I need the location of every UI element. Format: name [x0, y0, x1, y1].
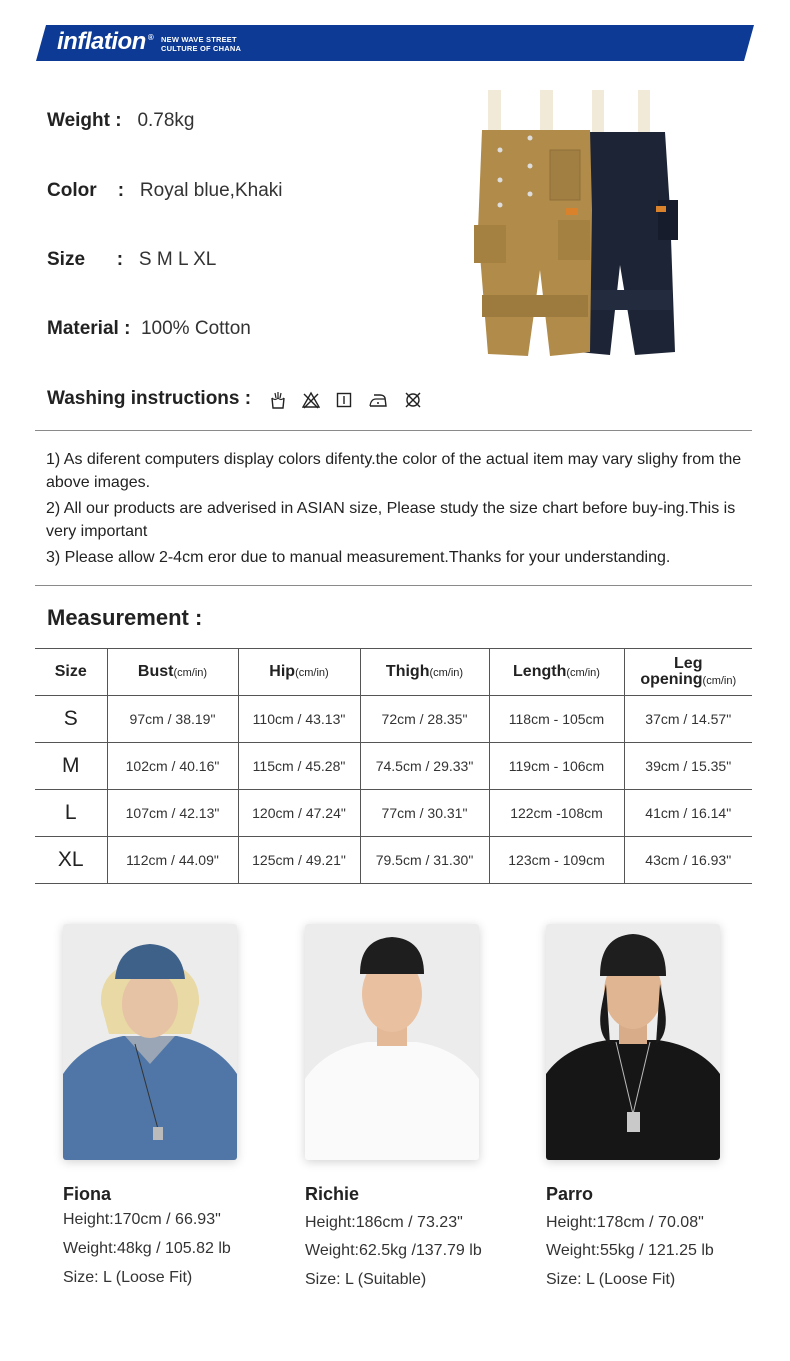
brand-banner — [36, 25, 754, 61]
product-overalls-image — [470, 90, 685, 360]
model-photo-richie — [305, 924, 479, 1160]
model-name: Richie — [305, 1184, 360, 1204]
brand-logo: inflation ® — [57, 28, 154, 55]
model-photo — [305, 924, 479, 1160]
model-size: Size: L (Suitable) — [305, 1271, 427, 1288]
cell-thigh: 79.5cm / 31.30" — [360, 837, 489, 884]
header-bust: Bust(cm/in) — [107, 649, 238, 696]
cell-size: L — [35, 790, 107, 837]
washing-icons — [270, 390, 422, 410]
tumble-dry-icon — [336, 390, 352, 410]
khaki-overalls — [474, 90, 592, 356]
note-3: 3) Please allow 2-4cm eror due to manual measurement.Thanks for your understanding. — [46, 549, 671, 566]
table-header-row — [35, 649, 752, 696]
cell-size: M — [35, 743, 107, 790]
spec-size: Size : S M L XL — [47, 249, 217, 270]
model-card-parro — [546, 924, 786, 1288]
model-weight: Weight:48kg / 105.82 lb — [63, 1240, 231, 1257]
model-card-richie — [305, 924, 545, 1288]
table-row — [35, 837, 752, 884]
measurement-title: Measurement : — [47, 605, 203, 630]
do-not-bleach-icon — [302, 390, 320, 410]
model-weight: Weight:55kg / 121.25 lb — [546, 1242, 714, 1259]
model-weight: Weight:62.5kg /137.79 lb — [305, 1242, 482, 1259]
model-name: Parro — [546, 1184, 594, 1204]
size-chart-table — [35, 648, 752, 884]
divider — [35, 430, 752, 431]
divider — [35, 585, 752, 586]
cell-length: 122cm -108cm — [489, 790, 624, 837]
model-height: Height:170cm / 66.93" — [63, 1211, 221, 1228]
spec-weight: Weight : 0.78kg — [47, 110, 195, 131]
model-photo — [63, 924, 237, 1160]
model-photo — [546, 924, 720, 1160]
hand-wash-icon — [270, 390, 286, 410]
model-card-fiona — [63, 924, 303, 1286]
cell-leg: 39cm / 15.35" — [624, 743, 752, 790]
table-row — [35, 743, 752, 790]
cell-leg: 41cm / 16.14" — [624, 790, 752, 837]
header-leg-opening: Leg opening(cm/in) — [624, 649, 752, 696]
cell-hip: 120cm / 47.24" — [238, 790, 360, 837]
cell-size: S — [35, 696, 107, 743]
cell-hip: 125cm / 49.21" — [238, 837, 360, 884]
navy-overalls — [578, 90, 678, 355]
cell-thigh: 74.5cm / 29.33" — [360, 743, 489, 790]
header-length: Length(cm/in) — [489, 649, 624, 696]
brand-tagline: NEW WAVE STREET CULTURE OF CHANA — [161, 35, 242, 53]
notes — [46, 448, 752, 572]
spec-material: Material : 100% Cotton — [47, 318, 251, 339]
cell-length: 118cm - 105cm — [489, 696, 624, 743]
cell-thigh: 72cm / 28.35" — [360, 696, 489, 743]
model-size: Size: L (Loose Fit) — [63, 1269, 193, 1286]
cell-bust: 97cm / 38.19" — [107, 696, 238, 743]
model-height: Height:186cm / 73.23" — [305, 1214, 463, 1231]
cell-bust: 112cm / 44.09" — [107, 837, 238, 884]
header-size: Size — [35, 649, 107, 696]
cell-leg: 43cm / 16.93" — [624, 837, 752, 884]
cell-thigh: 77cm / 30.31" — [360, 790, 489, 837]
cell-size: XL — [35, 837, 107, 884]
model-name: Fiona — [63, 1184, 111, 1204]
washing-instructions-label: Washing instructions : — [47, 388, 252, 409]
cell-leg: 37cm / 14.57" — [624, 696, 752, 743]
model-height: Height:178cm / 70.08" — [546, 1214, 704, 1231]
table-row — [35, 696, 752, 743]
spec-color: Color : Royal blue,Khaki — [47, 180, 283, 201]
cell-length: 123cm - 109cm — [489, 837, 624, 884]
model-photo-parro — [546, 924, 720, 1160]
iron-icon — [368, 390, 388, 410]
table-row — [35, 790, 752, 837]
cell-hip: 110cm / 43.13" — [238, 696, 360, 743]
note-2: 2) All our products are adverised in ASIAN size, Please study the size chart before buy-ing.This is very important — [46, 500, 736, 540]
cell-hip: 115cm / 45.28" — [238, 743, 360, 790]
do-not-dry-clean-icon — [404, 390, 422, 410]
cell-bust: 102cm / 40.16" — [107, 743, 238, 790]
cell-length: 119cm - 106cm — [489, 743, 624, 790]
note-1: 1) As diferent computers display colors difenty.the color of the actual item may vary slighy from the above images. — [46, 451, 742, 491]
model-photo-fiona — [63, 924, 237, 1160]
model-size: Size: L (Loose Fit) — [546, 1271, 676, 1288]
cell-bust: 107cm / 42.13" — [107, 790, 238, 837]
header-thigh: Thigh(cm/in) — [360, 649, 489, 696]
header-hip: Hip(cm/in) — [238, 649, 360, 696]
